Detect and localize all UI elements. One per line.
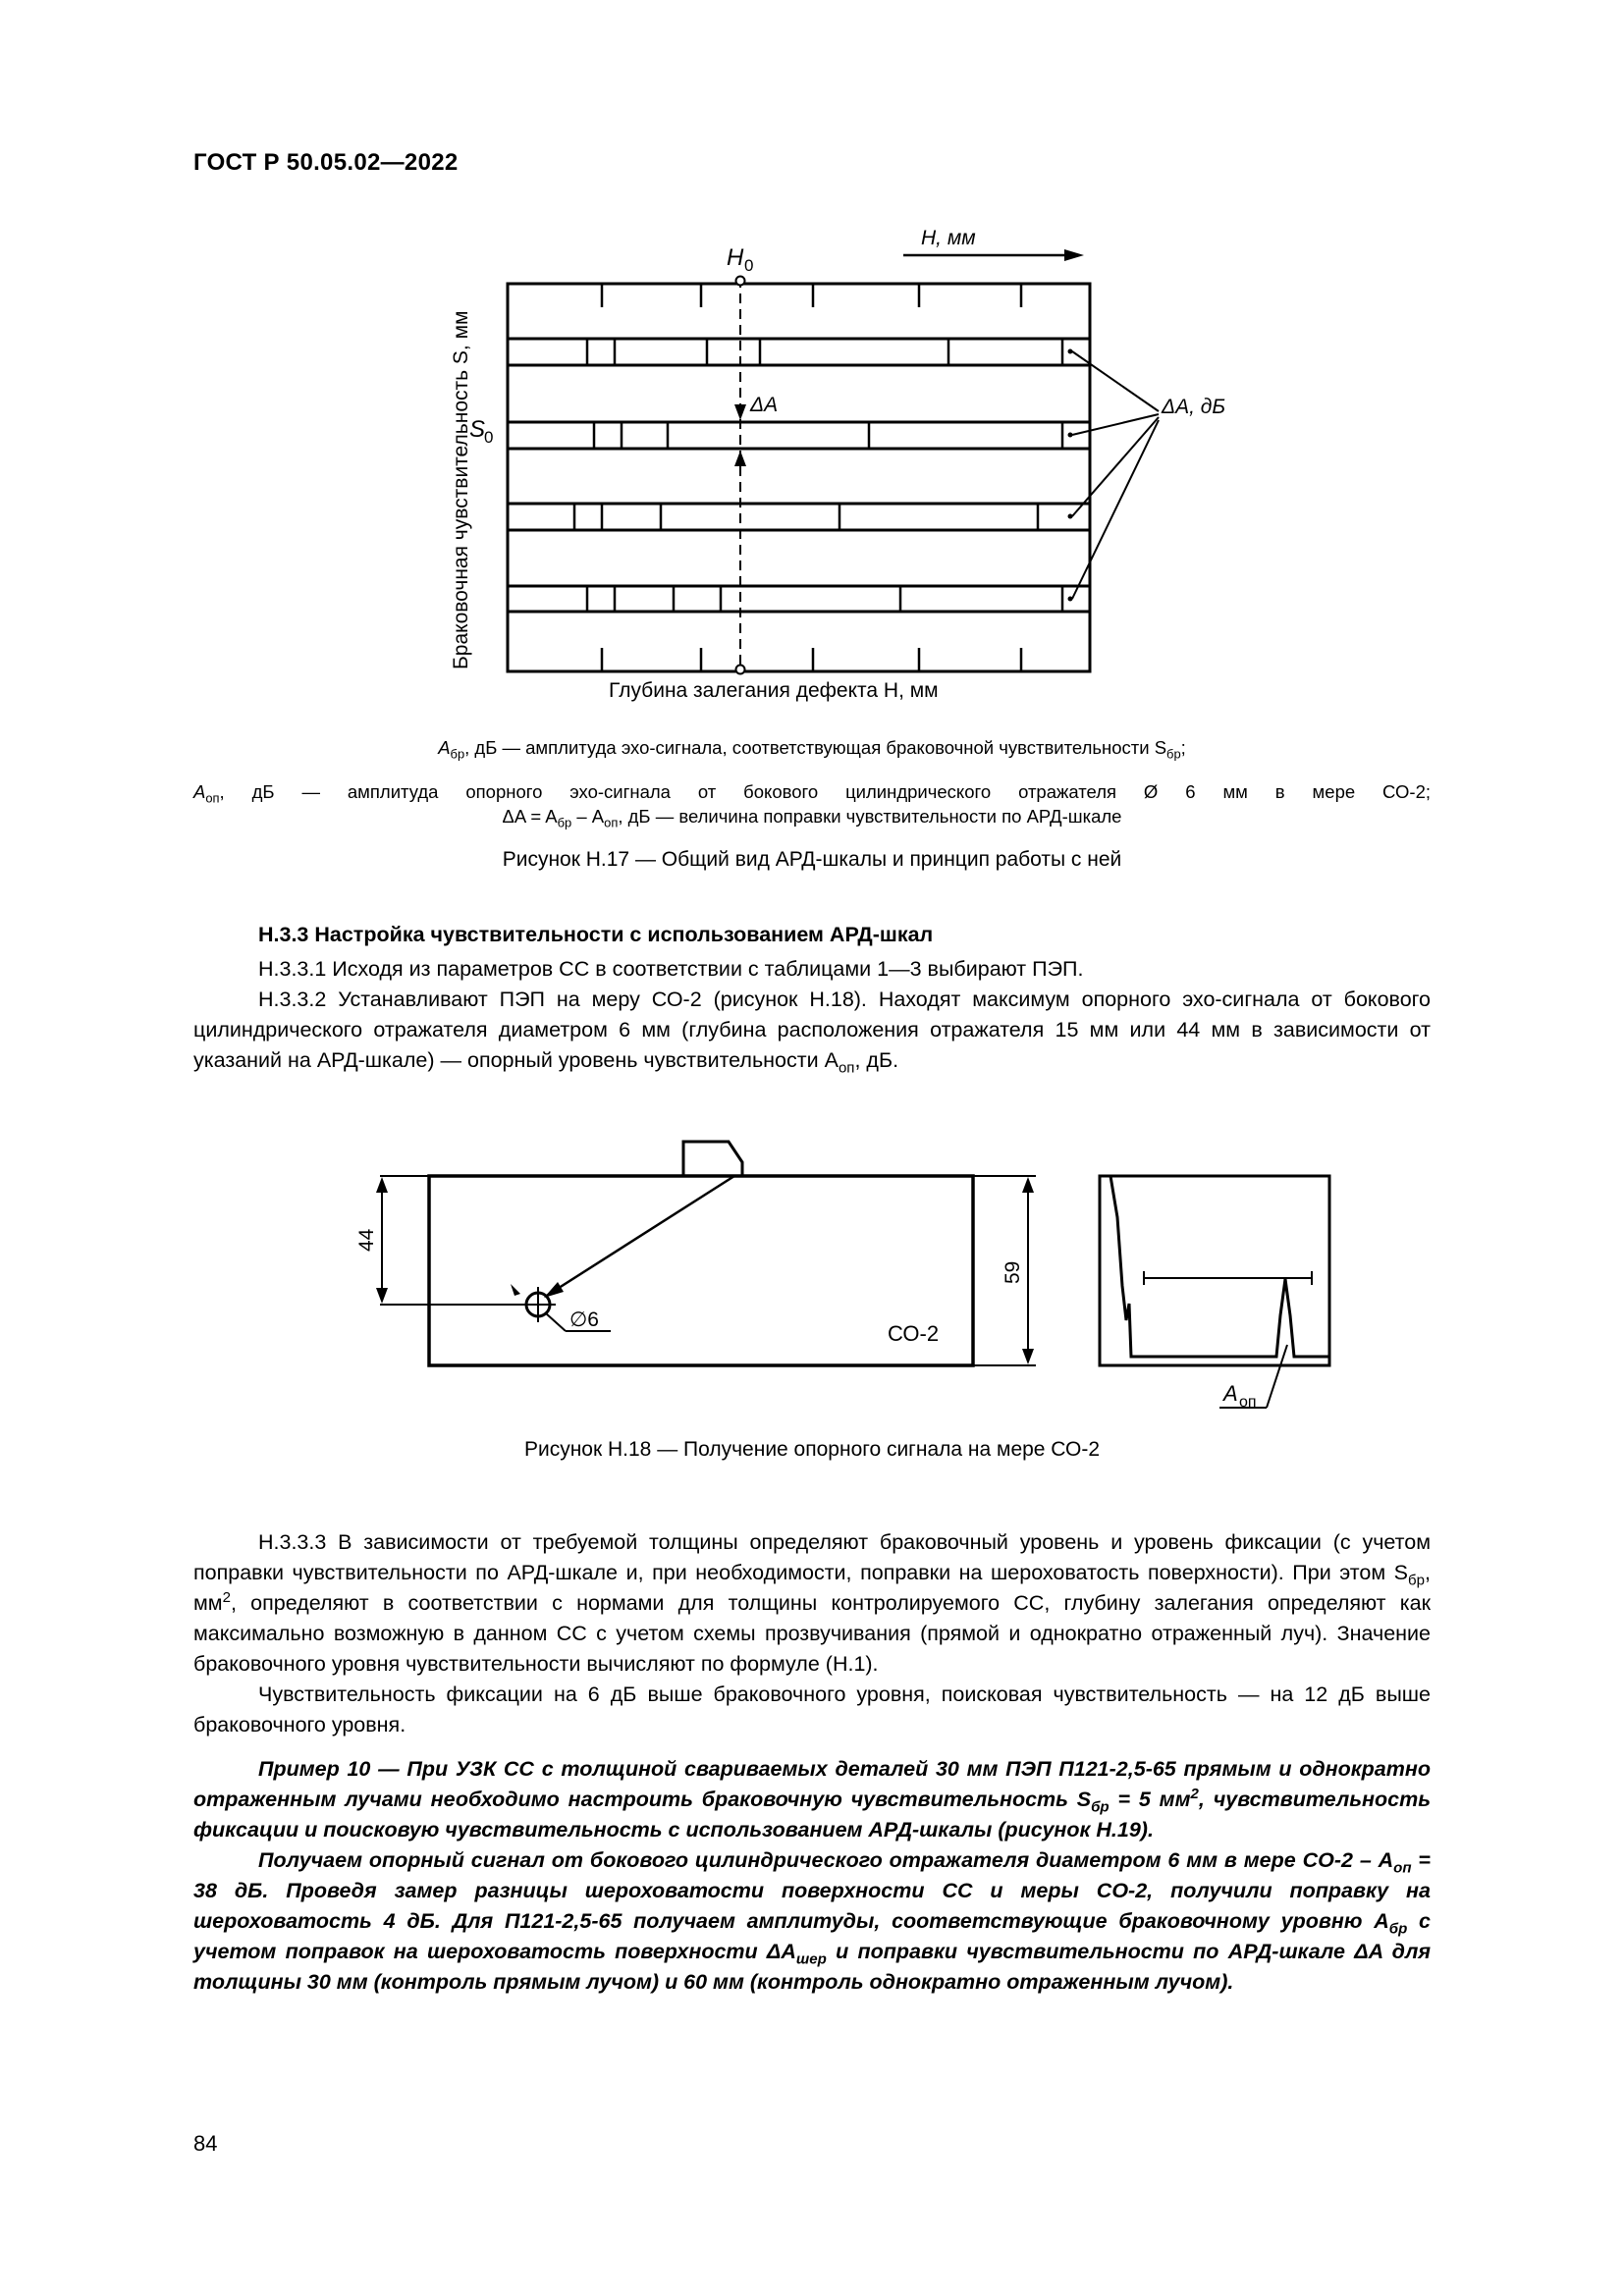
example-10-p1: Пример 10 — При УЗК СС с толщиной свариваемых деталей 30 мм ПЭП П121-2,5-65 прямым и однократно отраженным лучами необходимо настроить браковочную чувствительность $S_{бр} = 5$ $мм^2$, чувствительность фиксации и поисковую чувствительность с использованием АРД-шкалы (рисунок Н.19). — [193, 1757, 1431, 1842]
x-axis-label: Глубина залегания дефекта H, мм — [609, 679, 939, 702]
a-op-label: A — [1223, 1381, 1238, 1406]
para-h333: Н.3.3.3 В зависимости от требуемой толщины определяют браковочный уровень и уровень фиксации (с учетом поправки чувствительности по АРД-шкале и, при необходимости, поправки на шероховатость поверхности). При этом $S_{бр}$, $мм^2$, определяют в соответствии с нормами для толщины контролируемого СС, глубину залегания определяют как максимально возможную в данном СС с учетом схемы прозвучивания (прямой и однократно отраженный луч). Значение браковочного уровня чувствительности вычисляют по формуле (Н.1). — [193, 1530, 1431, 1676]
para-sensitivity: Чувствительность фиксации на 6 дБ выше браковочного уровня, поисковая чувствительность — на 12 дБ выше браковочного уровня. — [193, 1682, 1431, 1736]
h0-sub: 0 — [744, 256, 754, 275]
dim-59: 59 — [1001, 1260, 1024, 1284]
example-10-p2: Получаем опорный сигнал от бокового цилиндрического отражателя диаметром 6 мм в мере $СО-2 - A_{оп} = 38$ дБ. Проведя замер разницы шероховатости поверхности СС и меры СО-2, получили поправку на шероховатость 4 дБ. Для П121-2,5-65 получаем амплитуды, соответствующие браковочному уровню $A_{бр}$ с учетом поправок на шероховатость поверхности $\Delta A_{шер}$ и поправки чувствительности по АРД-шкале ΔA для толщины 30 мм (контроль прямым лучом) и 60 мм (контроль однократно отраженным лучом). — [193, 1848, 1432, 1994]
scope-trace — [1110, 1176, 1329, 1357]
document-header: ГОСТ Р 50.05.02—2022 — [193, 149, 459, 176]
fig17-caption: Рисунок Н.17 — Общий вид АРД-шкалы и принцип работы с ней — [502, 848, 1122, 871]
delta-a-label: ΔA — [750, 394, 779, 416]
diameter-label: ∅6 — [569, 1308, 599, 1331]
delta-a-db-label: ΔA, дБ — [1162, 396, 1226, 418]
s0-sub: 0 — [484, 428, 494, 447]
section-title: Н.3.3 Настройка чувствительности с использованием АРД-шкал — [258, 923, 934, 946]
para-h332: Н.3.3.2 Устанавливают ПЭП на меру СО-2 (рисунок Н.18). Находят максимум опорного эхо-сигнала от бокового цилиндрического отражателя диаметром 6 мм (глубина расположения отражателя 15 мм или 44 мм в зависимости от указаний на АРД-шкале) — опорный уровень чувствительности $A_{оп}$, дБ. — [193, 988, 1431, 1077]
y-axis-label: Браковочная чувствительность S, мм — [450, 310, 472, 669]
fig18-caption: Рисунок Н.18 — Получение опорного сигнала на мере СО-2 — [523, 1438, 1101, 1461]
main-body — [193, 1527, 1431, 1998]
para-h331: Н.3.3.1 Исходя из параметров СС в соответствии с таблицами 1—3 выбирают ПЭП. — [258, 957, 1084, 981]
a-op-sub: оп — [1239, 1394, 1257, 1411]
h0-label: H — [727, 244, 744, 271]
h-axis-label: H, мм — [921, 227, 976, 249]
page-number: 84 — [193, 2131, 218, 2156]
fig17-legend-line1: $A_{бр}$, дБ — амплитуда эхо-сигнала, соответствующая браковочной чувствительности $S_{бр}$; — [438, 737, 1186, 762]
s0-label: S — [469, 416, 486, 443]
co2-label: СО-2 — [888, 1321, 940, 1346]
fig17-legend-line2: $A_{оп}$, дБ — амплитуда опорного эхо-сигнала от бокового цилиндрического отражателя Ø 6 мм в мере СО-2; — [193, 781, 1431, 806]
beam-arrow — [544, 1282, 564, 1298]
scope-screen — [1100, 1176, 1329, 1365]
fig17-legend-line3: $\Delta A = A_{бр} - A_{оп}$, дБ — величина поправки чувствительности по АРД-шкале — [502, 806, 1122, 830]
probe — [683, 1142, 742, 1176]
dim-44: 44 — [355, 1228, 378, 1252]
